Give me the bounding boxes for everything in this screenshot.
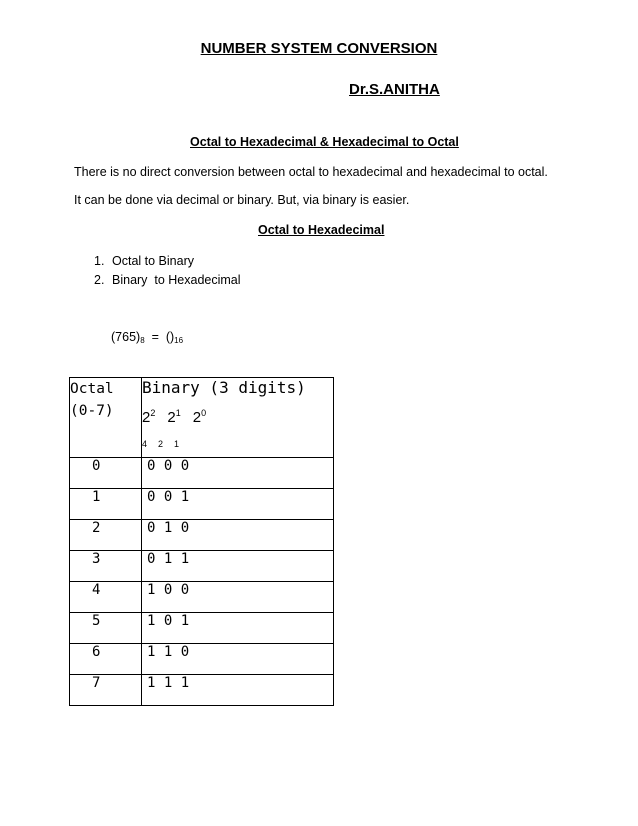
weight-value: 2: [158, 439, 164, 449]
conversion-expression: [111, 330, 183, 345]
table-row: [70, 489, 334, 520]
table-header-row: [70, 378, 334, 458]
octal-cell: 2: [70, 520, 142, 551]
binary-cell: 0 1 0: [142, 520, 334, 551]
expression-lhs-base: 8: [140, 336, 145, 345]
power-term: $2^0$: [192, 408, 207, 426]
table-row: [70, 582, 334, 613]
expression-rhs-base: 16: [174, 336, 184, 345]
octal-cell: 5: [70, 613, 142, 644]
octal-cell: 0: [70, 458, 142, 489]
binary-cell: 0 1 1: [142, 551, 334, 582]
table-row: [70, 613, 334, 644]
expression-lhs: (765): [111, 330, 141, 344]
steps-list: [94, 252, 241, 290]
octal-cell: 3: [70, 551, 142, 582]
weight-value: 1: [174, 439, 180, 449]
table-row: [70, 551, 334, 582]
octal-cell: 1: [70, 489, 142, 520]
binary-cell: 1 0 1: [142, 613, 334, 644]
section-subtitle: Octal to Hexadecimal & Hexadecimal to Octal: [190, 135, 459, 149]
weight-value: 4: [142, 439, 148, 449]
step-text: Octal to Binary: [112, 254, 194, 268]
header-octal-label: Octal: [70, 381, 114, 397]
octal-cell: 6: [70, 644, 142, 675]
table-row: [70, 520, 334, 551]
paragraph-2: It can be done via decimal or binary. But, via binary is easier.: [74, 193, 410, 207]
header-octal-cell: [70, 378, 142, 458]
table-row: [70, 675, 334, 706]
paragraph-1: There is no direct conversion between octal to hexadecimal and hexadecimal to octal.: [74, 165, 548, 179]
author-name: Dr.S.ANITHA: [349, 81, 440, 98]
table-row: [70, 644, 334, 675]
octal-binary-table: [69, 377, 334, 706]
step-text: Binary to Hexadecimal: [112, 273, 241, 287]
step-number: 2.: [94, 273, 105, 287]
header-octal-range: (0-7): [70, 403, 114, 419]
section-heading: Octal to Hexadecimal: [258, 223, 385, 237]
binary-cell: 1 1 1: [142, 675, 334, 706]
step-item: [94, 252, 241, 271]
binary-cell: 0 0 0: [142, 458, 334, 489]
binary-cell: 0 0 1: [142, 489, 334, 520]
binary-cell: 1 1 0: [142, 644, 334, 675]
document-title: NUMBER SYSTEM CONVERSION: [200, 40, 438, 57]
power-term: $2^1$: [167, 408, 181, 426]
step-item: [94, 271, 241, 290]
step-number: 1.: [94, 254, 105, 268]
header-binary-label: Binary (3 digits): [142, 378, 306, 397]
power-term: $2^2$: [142, 408, 156, 426]
expression-operator: = (): [144, 330, 175, 344]
table-row: [70, 458, 334, 489]
header-powers: [142, 403, 333, 428]
header-binary-cell: [142, 378, 334, 458]
octal-cell: 7: [70, 675, 142, 706]
header-weights: [142, 434, 333, 454]
binary-cell: 1 0 0: [142, 582, 334, 613]
octal-cell: 4: [70, 582, 142, 613]
